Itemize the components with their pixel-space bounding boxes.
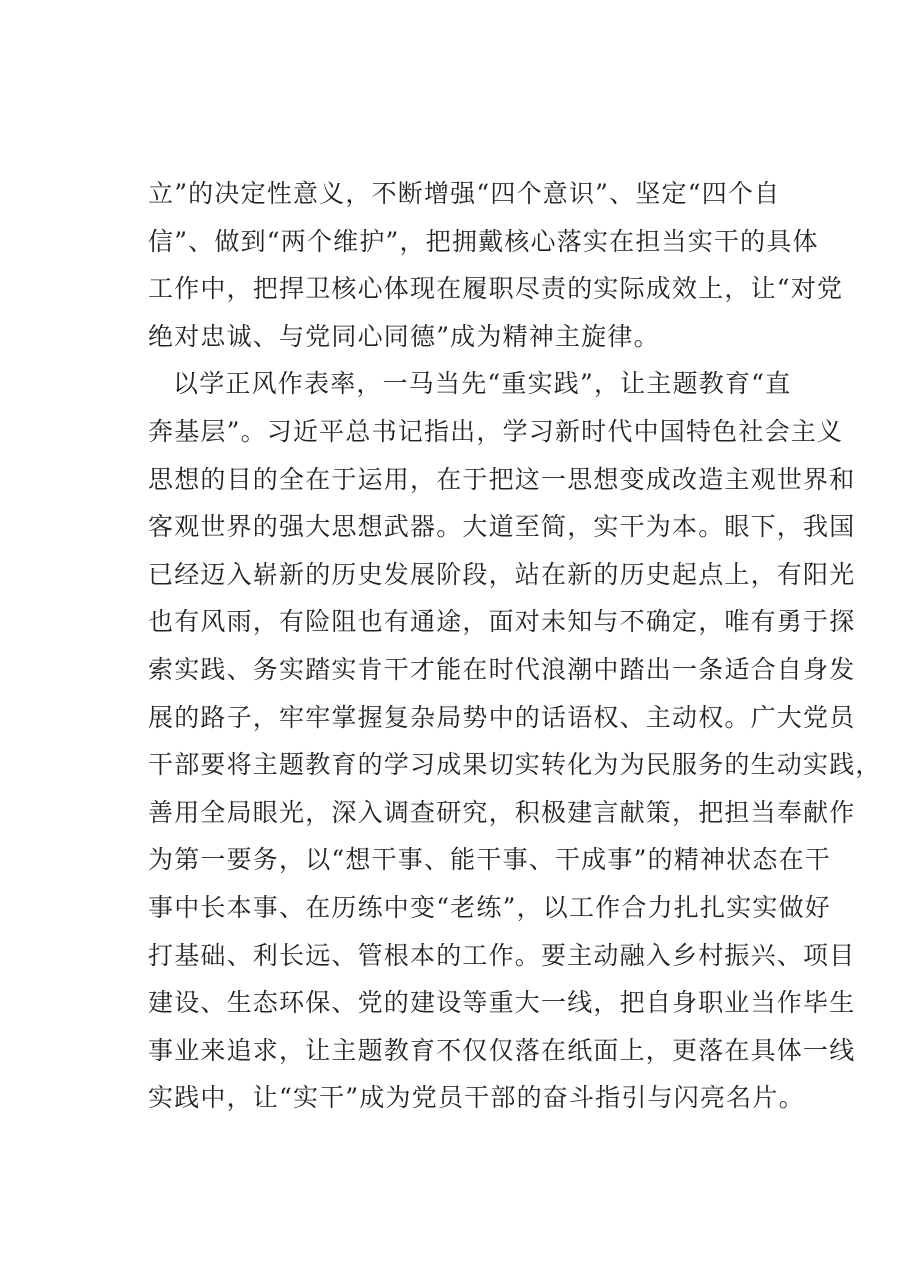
text-line: 工作中，把捍卫核心体现在履职尽责的实际成效上，让“对党 xyxy=(148,274,844,304)
text-line: 打基础、利长远、管根本的工作。要主动融入乡村振兴、项目 xyxy=(148,940,856,970)
text-line: 已经迈入崭新的历史发展阶段，站在新的历史起点上，有阳光 xyxy=(148,559,856,589)
text-line: 建设、生态环保、党的建设等重大一线，把自身职业当作毕生 xyxy=(148,988,856,1018)
text-line: 立”的决定性意义，不断增强“四个意识”、坚定“四个自 xyxy=(148,179,781,208)
text-line: 客观世界的强大思想武器。大道至简，实干为本。眼下，我国 xyxy=(148,512,856,542)
text-line: 展的路子，牢牢掌握复杂局势中的话语权、主动权。广大党员 xyxy=(148,702,856,732)
text-line: 信”、做到“两个维护”，把拥戴核心落实在担当实干的具体 xyxy=(148,226,819,256)
text-line: 事业来追求，让主题教育不仅仅落在纸面上，更落在具体一线 xyxy=(148,1035,856,1065)
text-line: 思想的目的全在于运用，在于把这一思想变成改造主观世界和 xyxy=(148,464,856,494)
body-text xyxy=(148,170,882,1122)
text-line: 也有风雨，有险阻也有通途，面对未知与不确定，唯有勇于探 xyxy=(148,607,856,637)
text-line: 以学正风作表率，一马当先“重实践”，让主题教育“直 xyxy=(173,369,792,399)
text-line: 事中长本事、在历练中变“老练”，以工作合力扎扎实实做好 xyxy=(148,892,831,922)
text-line: 绝对忠诚、与党同心同德”成为精神主旋律。 xyxy=(148,321,660,351)
text-line: 奔基层”。习近平总书记指出，学习新时代中国特色社会主义 xyxy=(148,416,844,446)
text-line: 善用全局眼光，深入调查研究，积极建言献策，把担当奉献作 xyxy=(148,797,856,827)
text-line: 实践中，让“实干”成为党员干部的奋斗指引与闪亮名片。 xyxy=(148,1083,805,1113)
text-line: 干部要将主题教育的学习成果切实转化为为民服务的生动实践， xyxy=(148,750,882,780)
text-line: 为第一要务，以“想干事、能干事、干成事”的精神状态在干 xyxy=(148,845,831,875)
text-line: 索实践、务实踏实肯干才能在时代浪潮中踏出一条适合自身发 xyxy=(148,654,856,684)
